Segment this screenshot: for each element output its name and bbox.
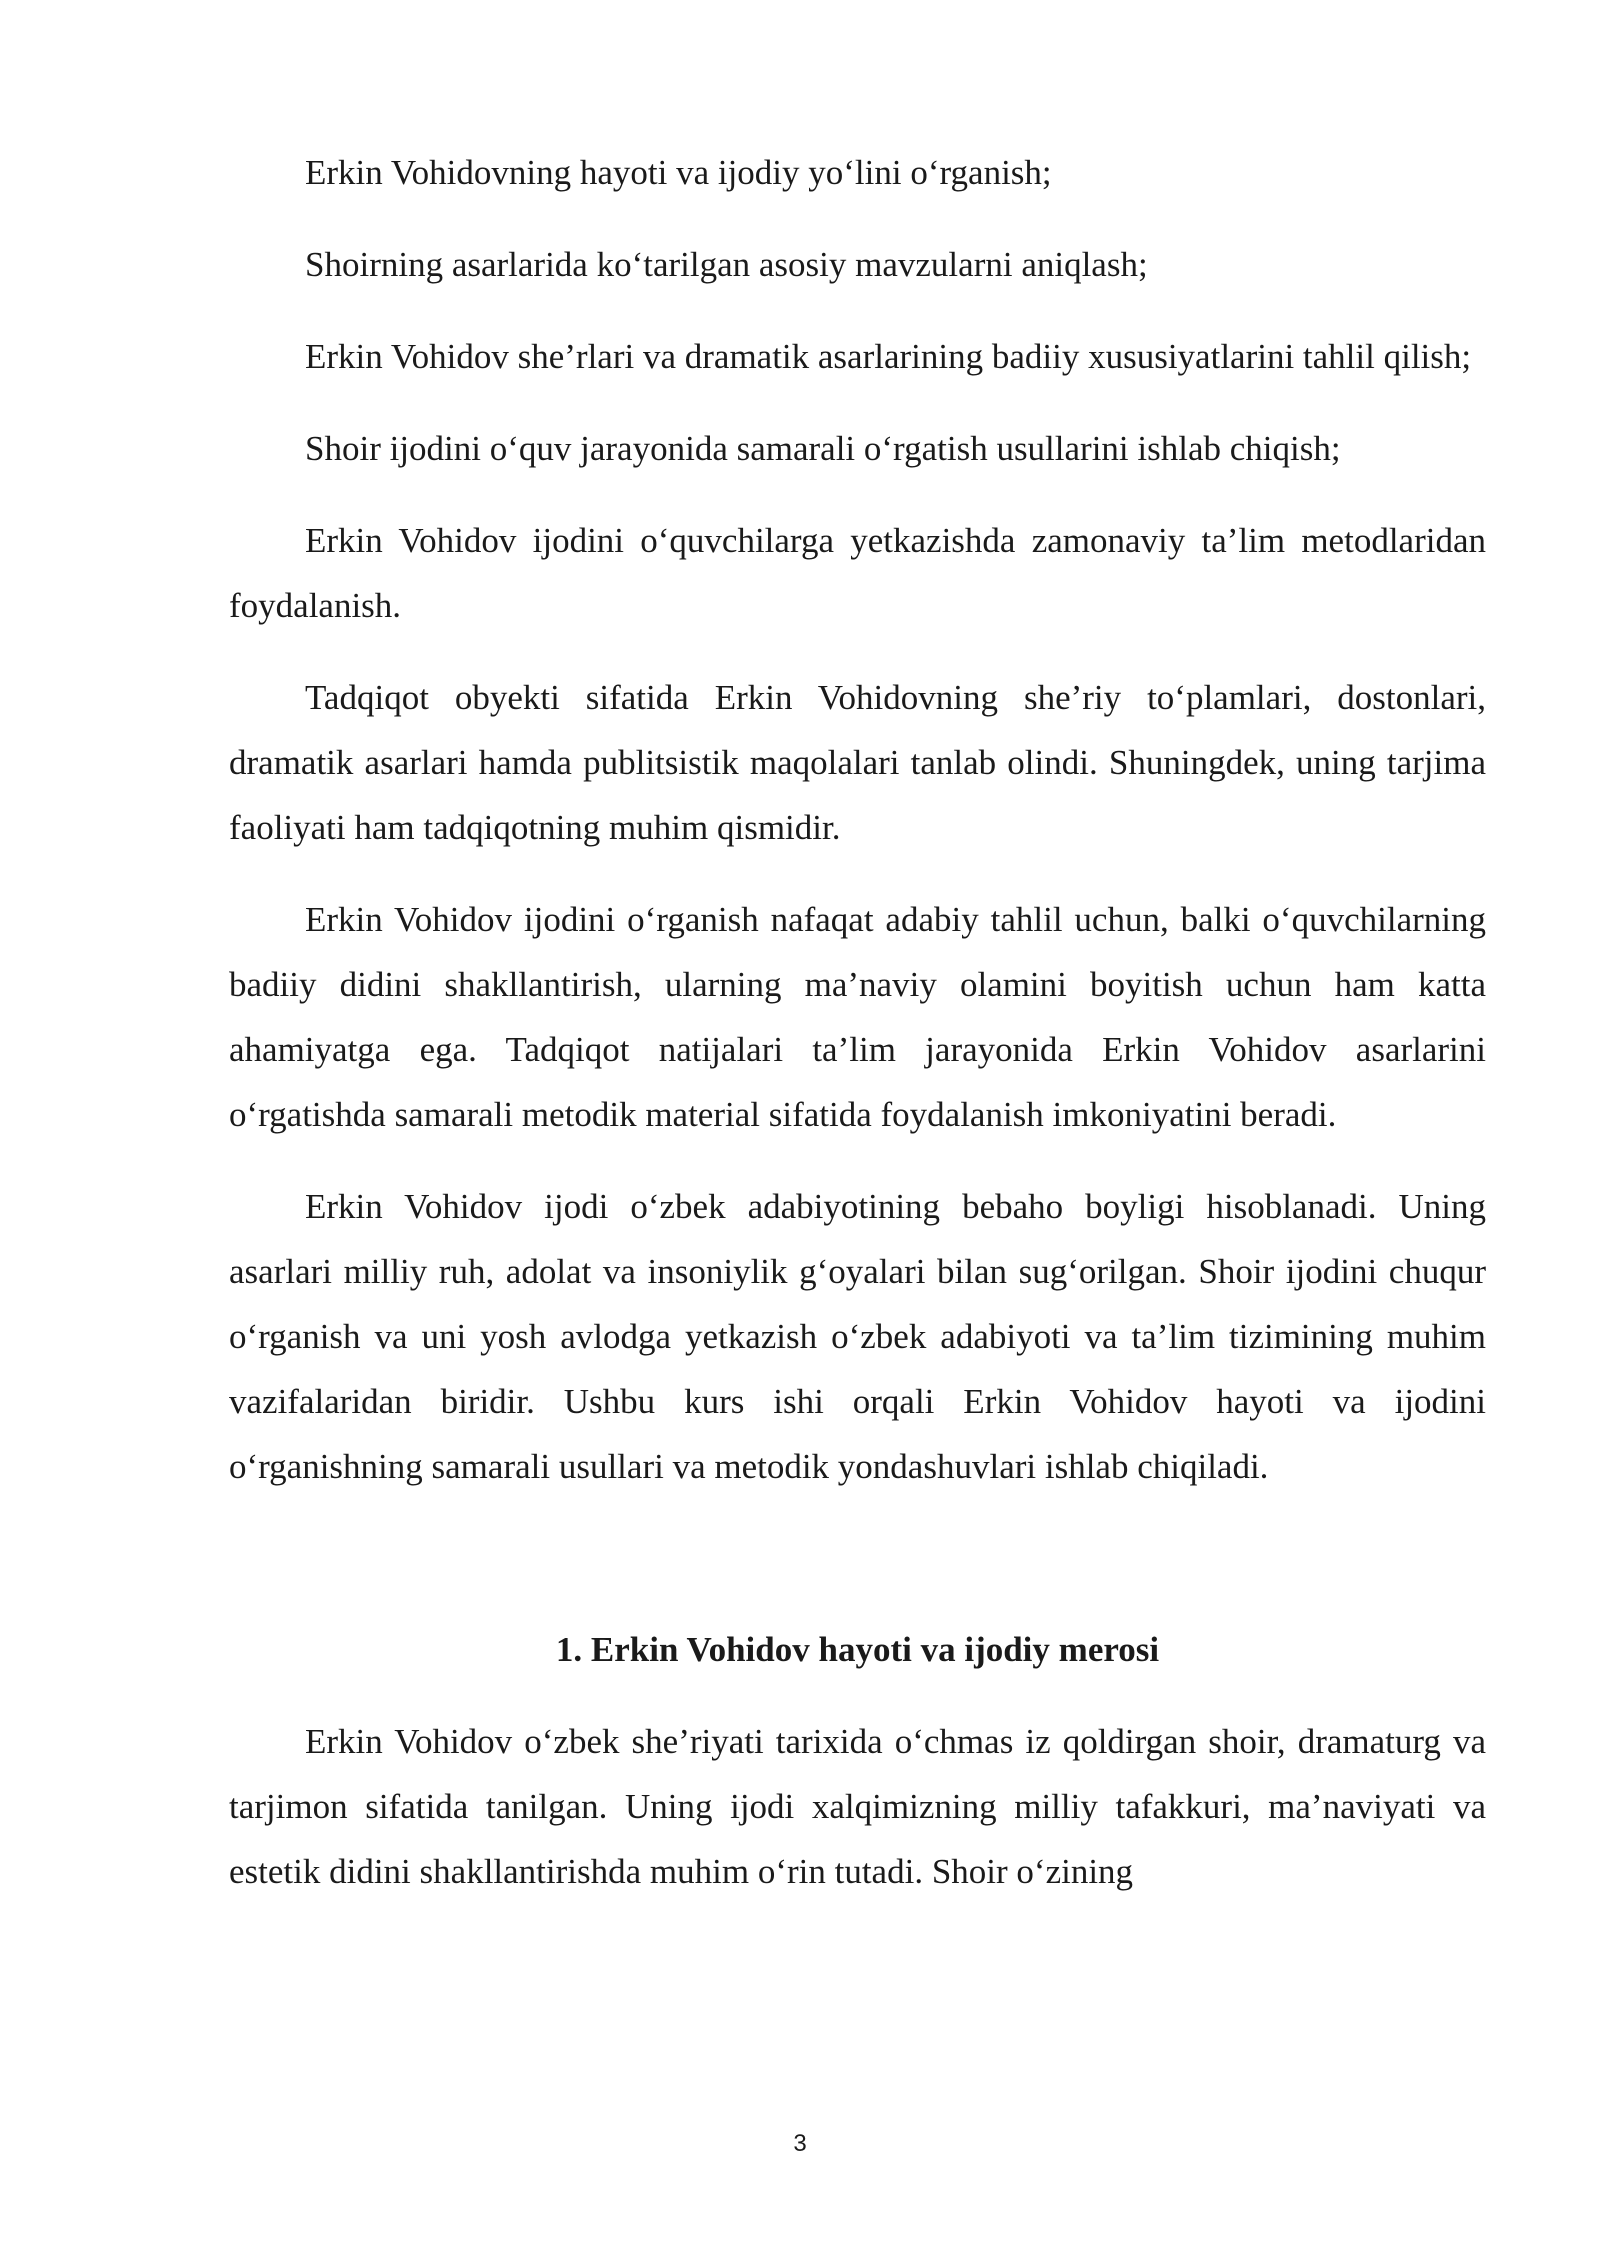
paragraph-research-object: Tadqiqot obyekti sifatida Erkin Vohidovning she’riy to‘plamlari, dostonlari, dramatik asarlari hamda publitsistik maqolalari tanlab olindi. Shuningdek, uning tarjima faoliyati ham tadqiqotning muhim qismidir. [229, 678, 1486, 847]
list-item-artistic-features: Erkin Vohidov she’rlari va dramatik asarlarining badiiy xususiyatlarini tahlil qilish; [305, 337, 1472, 376]
document-page [229, 140, 1486, 1904]
list-item-modern-methods: Erkin Vohidov ijodini o‘quvchilarga yetkazishda zamonaviy ta’lim metodlaridan foydalanish. [229, 521, 1486, 625]
list-item-main-themes: Shoirning asarlarida ko‘tarilgan asosiy mavzularni aniqlash; [305, 245, 1148, 284]
paragraph-conclusion: Erkin Vohidov ijodi o‘zbek adabiyotining bebaho boyligi hisoblanadi. Uning asarlari milliy ruh, adolat va insoniylik g‘oyalari bilan sug‘orilgan. Shoir ijodini chuqur o‘rganish va uni yosh avlodga yetkazish o‘zbek adabiyoti va ta’lim tizimining muhim vazifalaridan biridir. Ushbu kurs ishi orqali Erkin Vohidov hayoti va ijodini o‘rganishning samarali usullari va metodik yondashuvlari ishlab chiqiladi. [229, 1187, 1486, 1486]
page-number: 3 [793, 2130, 807, 2157]
paragraph-section-intro: Erkin Vohidov o‘zbek she’riyati tarixida o‘chmas iz qoldirgan shoir, dramaturg va tarjimon sifatida tanilgan. Uning ijodi xalqimizning milliy tafakkuri, ma’naviyati va estetik didini shakllantirishda muhim o‘rin tutadi. Shoir o‘zining [229, 1722, 1486, 1891]
list-item-teaching-methods: Shoir ijodini o‘quv jarayonida samarali o‘rgatish usullarini ishlab chiqish; [305, 429, 1341, 468]
paragraph-significance: Erkin Vohidov ijodini o‘rganish nafaqat adabiy tahlil uchun, balki o‘quvchilarning badiiy didini shakllantirish, ularning ma’naviy olamini boyitish uchun ham katta ahamiyatga ega. Tadqiqot natijalari ta’lim jarayonida Erkin Vohidov asarlarini o‘rgatishda samarali metodik material sifatida foydalanish imkoniyatini beradi. [229, 900, 1486, 1134]
section-heading: 1. Erkin Vohidov hayoti va ijodiy merosi [555, 1630, 1160, 1669]
list-item-study-life: Erkin Vohidovning hayoti va ijodiy yo‘lini o‘rganish; [305, 153, 1052, 192]
